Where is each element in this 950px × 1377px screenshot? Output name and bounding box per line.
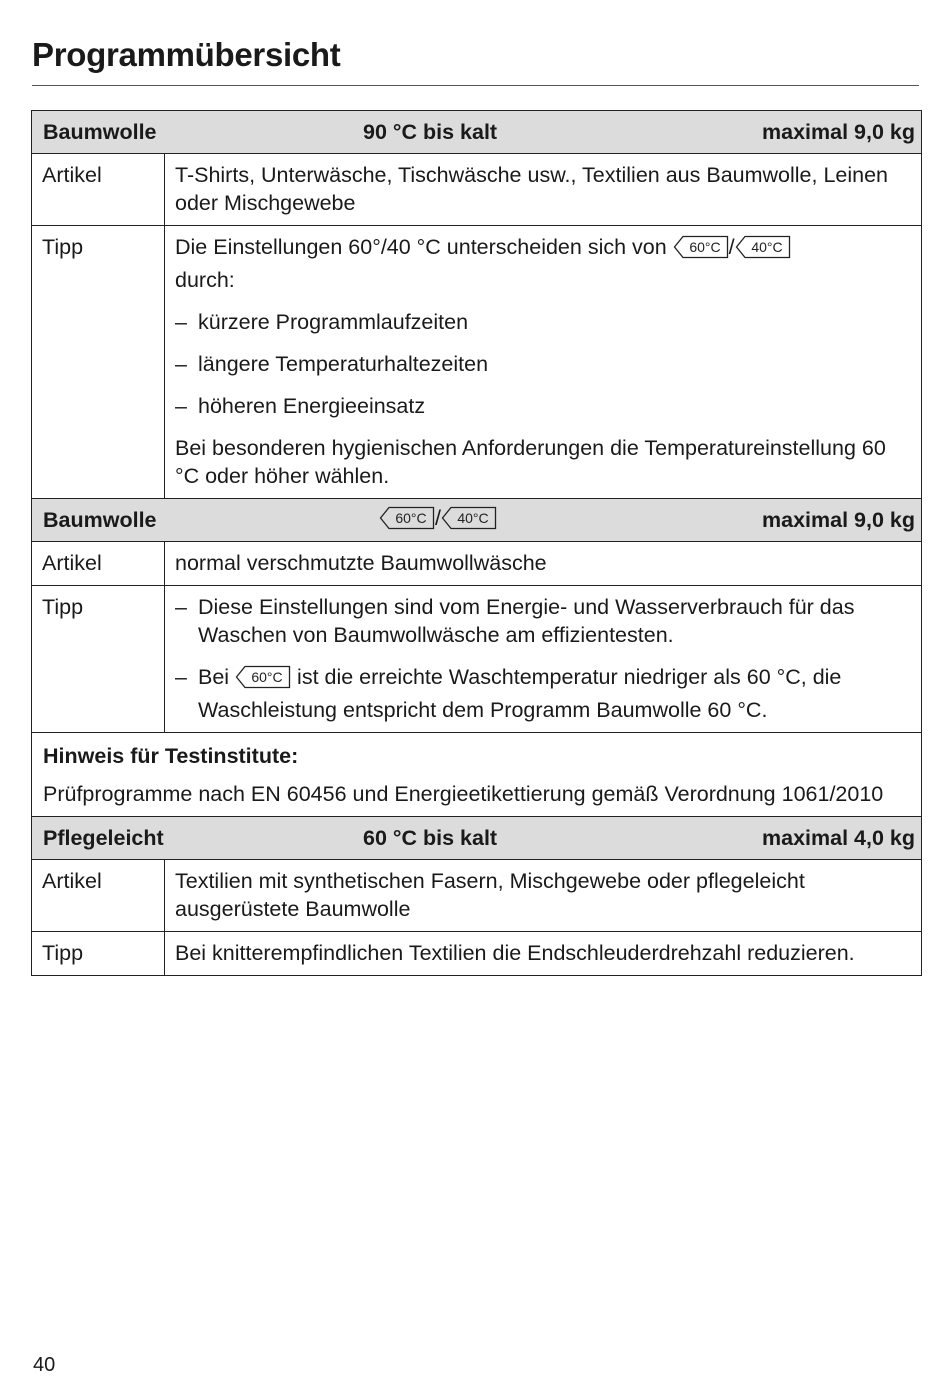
eco-60-symbol-icon <box>379 506 435 537</box>
tipp-intro: Die Einstellungen 60°/40 °C unterscheiden sich von 60°C / 40°C durch: <box>175 233 905 294</box>
row-label-tipp: Tipp <box>32 586 165 733</box>
row-text-tipp: Bei knitterempfindlichen Textilien die Endschleuderdrehzahl reduzieren. <box>165 932 922 976</box>
eco-40-symbol-icon <box>735 235 791 266</box>
svg-text:60°C: 60°C <box>251 669 283 685</box>
program-temperature-symbols <box>283 504 762 537</box>
table-row-tipp <box>32 226 922 499</box>
row-label-artikel: Artikel <box>32 154 165 226</box>
svg-text:40°C: 40°C <box>751 239 783 255</box>
program-load: maximal 9,0 kg <box>762 508 915 532</box>
row-text-artikel: T-Shirts, Unterwäsche, Tischwäsche usw., Textilien aus Baumwolle, Leinen oder Mischgewebe <box>165 154 922 226</box>
program-header-baumwolle-eco <box>32 499 922 542</box>
list-item: – längere Temperaturhaltezeiten <box>175 352 489 376</box>
svg-text:40°C: 40°C <box>457 509 489 526</box>
program-table <box>31 110 922 976</box>
table-row-tipp <box>32 586 922 733</box>
list-item: – Bei 60°C ist die erreichte Waschtemperatur niedriger als 60 °C, die Waschleistung entspricht dem Programm Baumwolle 60 °C. <box>175 665 842 722</box>
eco-60-symbol-icon <box>673 235 729 266</box>
list-item: – Diese Einstellungen sind vom Energie- und Wasserverbrauch für das Waschen von Baumwollwäsche am effizientesten. <box>175 595 855 647</box>
title-divider <box>32 85 919 86</box>
list-item: – höheren Energieeinsatz <box>175 394 426 418</box>
test-institute-note <box>32 733 922 817</box>
program-temperature: 90 °C bis kalt <box>363 120 498 144</box>
program-load: maximal 9,0 kg <box>762 120 915 144</box>
row-text-artikel: normal verschmutzte Baumwollwäsche <box>165 542 922 586</box>
program-temperature: 60 °C bis kalt <box>363 826 498 850</box>
eco-40-symbol-icon <box>441 506 497 537</box>
row-text-artikel: Textilien mit synthetischen Fasern, Mischgewebe oder pflegeleicht ausgerüstete Baumwolle <box>165 860 922 932</box>
eco-60-symbol-icon <box>235 665 291 696</box>
program-name: Baumwolle <box>43 120 157 144</box>
program-load: maximal 4,0 kg <box>762 826 915 850</box>
program-name: Pflegeleicht <box>43 826 164 850</box>
table-row-artikel <box>32 154 922 226</box>
table-row-artikel <box>32 542 922 586</box>
page-number: 40 <box>33 1354 56 1376</box>
tipp-outro: Bei besonderen hygienischen Anforderungen die Temperatureinstellung 60 °C oder höher wählen. <box>175 436 886 488</box>
row-label-artikel: Artikel <box>32 542 165 586</box>
row-label-tipp: Tipp <box>32 932 165 976</box>
page-title: Programmübersicht <box>32 36 341 73</box>
row-label-artikel: Artikel <box>32 860 165 932</box>
list-item: – kürzere Programmlaufzeiten <box>175 310 469 334</box>
symbol-separator: / <box>435 505 441 530</box>
note-title: Hinweis für Testinstitute: <box>43 744 299 768</box>
program-header-baumwolle-90 <box>32 111 922 154</box>
symbol-separator: / <box>728 235 735 259</box>
table-row-artikel <box>32 860 922 932</box>
program-header-pflegeleicht <box>32 817 922 860</box>
svg-text:60°C: 60°C <box>689 239 721 255</box>
program-name: Baumwolle <box>43 508 157 532</box>
row-label-tipp: Tipp <box>32 226 165 499</box>
table-row-tipp <box>32 932 922 976</box>
note-text: Prüfprogramme nach EN 60456 und Energieetikettierung gemäß Verordnung 1061/2010 <box>43 782 884 806</box>
svg-text:60°C: 60°C <box>395 509 427 526</box>
